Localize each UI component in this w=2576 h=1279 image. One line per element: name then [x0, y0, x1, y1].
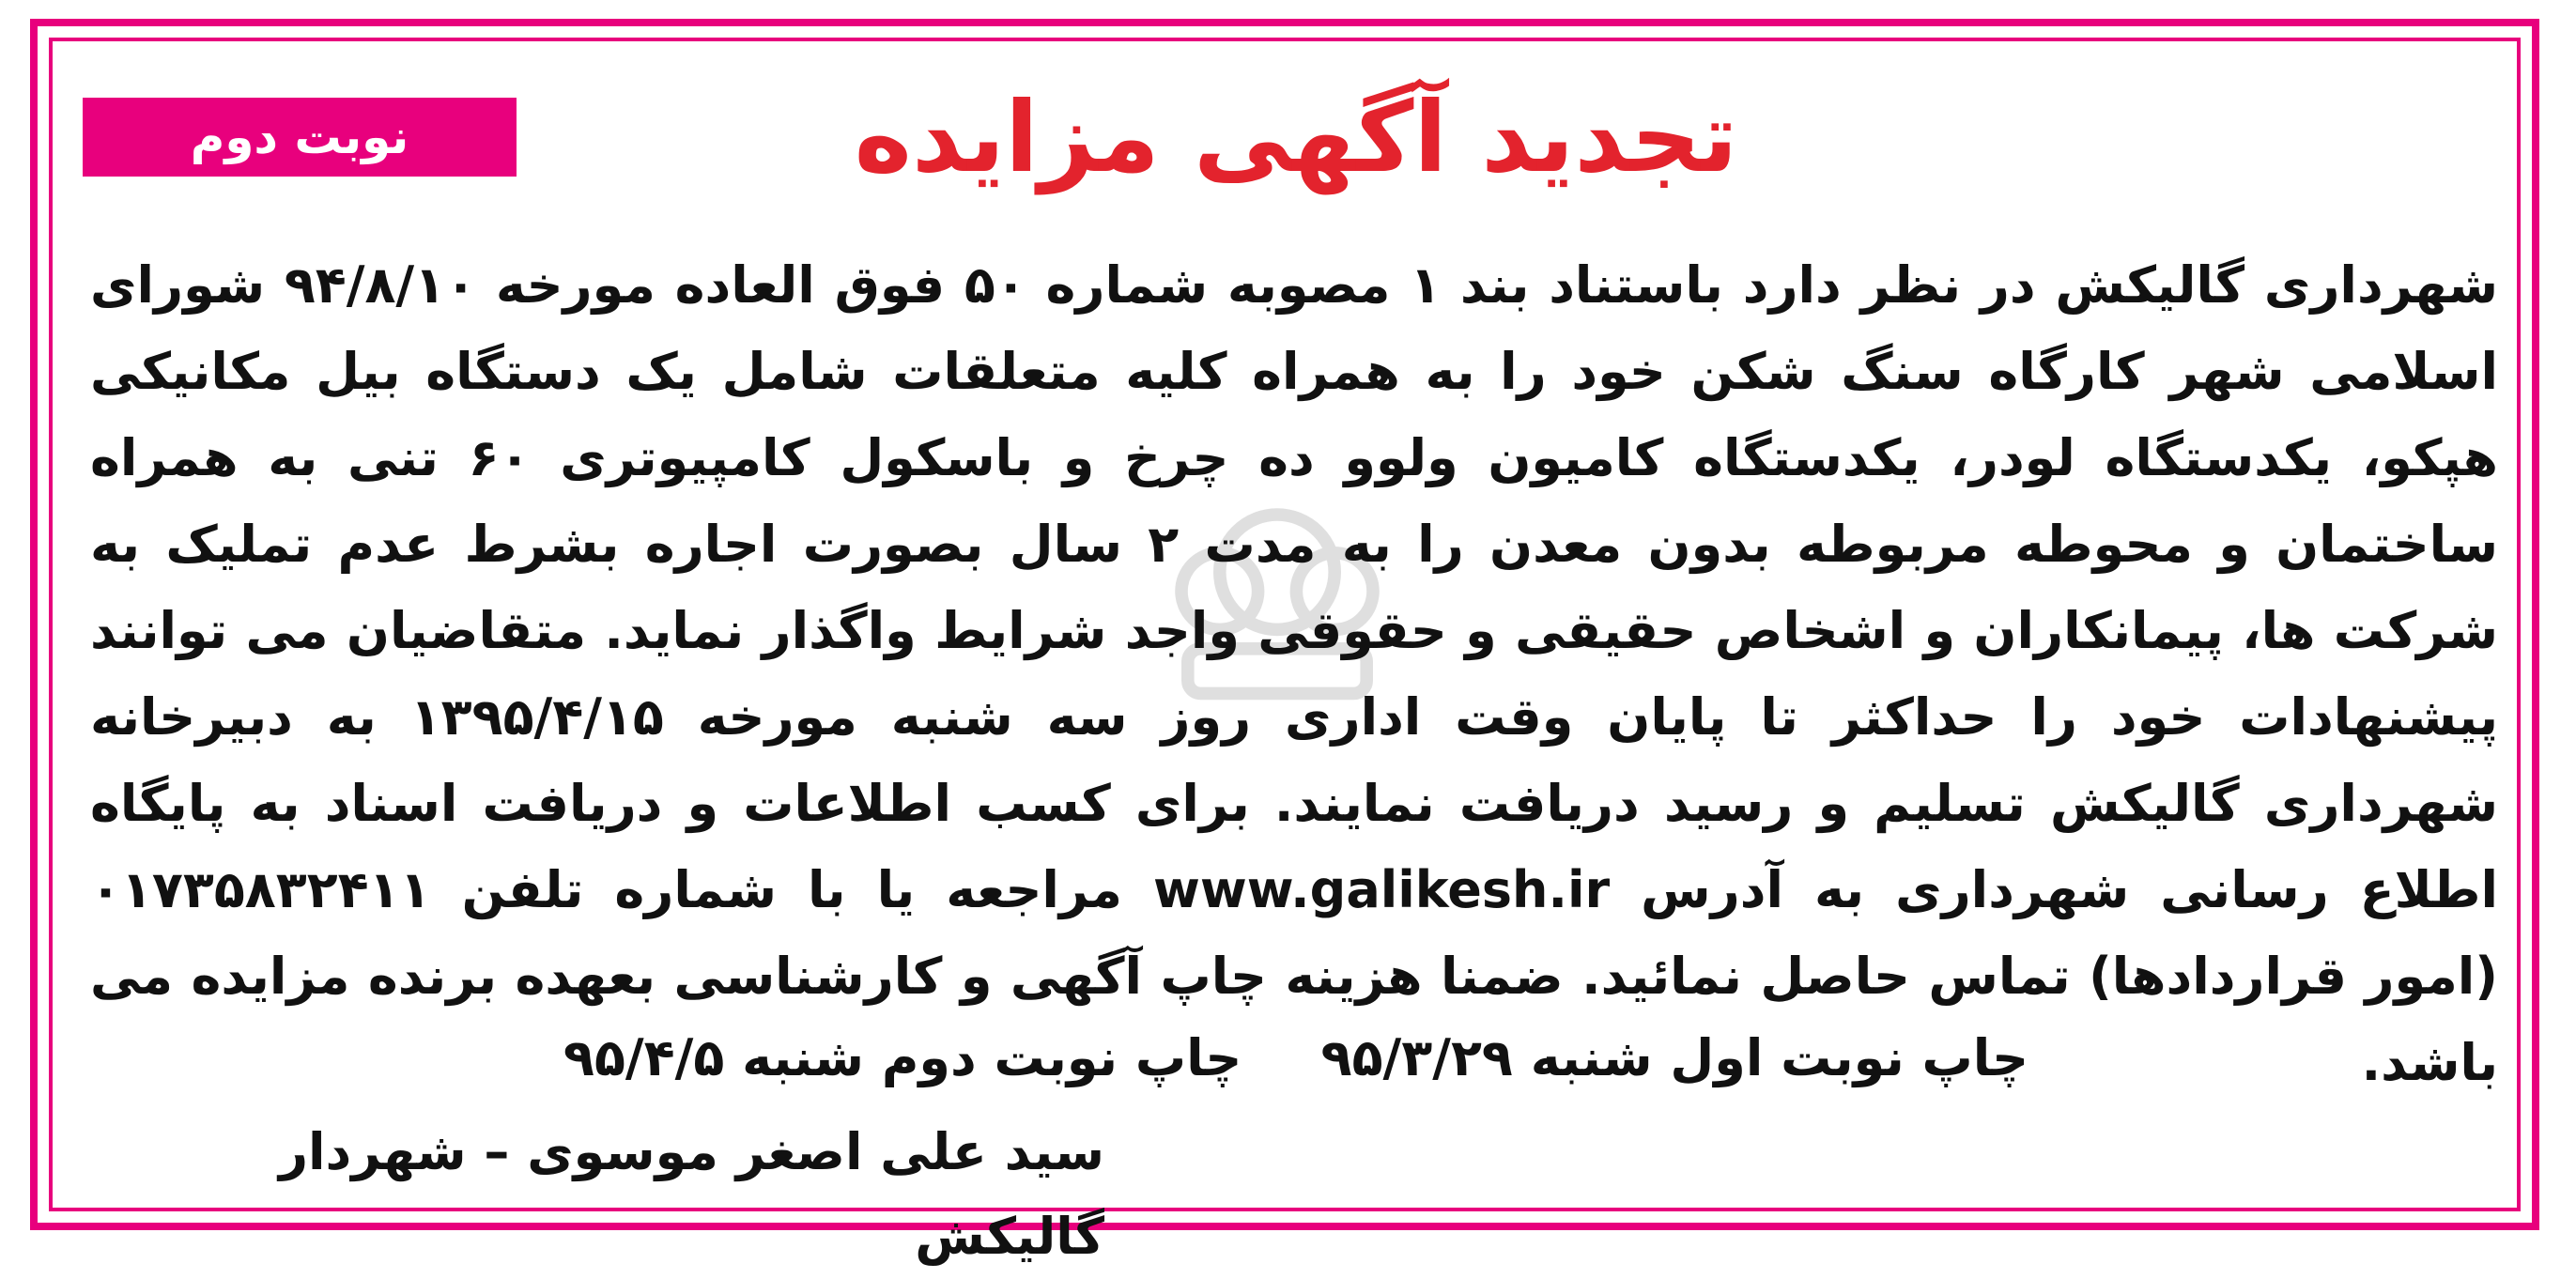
- notice-body: شهرداری گالیکش در نظر دارد باستناد بند ۱ مصوبه شماره ۵۰ فوق العاده مورخه ۹۴/۸/۱۰ شورای اسلامی شهر کارگاه سنگ شکن خود را به همراه کلیه متعلقات شامل یک دستگاه بیل مکانیکی هپکو، یکدستگاه لودر، یکدستگاه کامیون ولوو ده چرخ و باسکول کامپیوتری ۶۰ تنی به همراه ساختمان و محوطه مربوطه بدون معدن را به مدت ۲ سال بصورت اجاره بشرط عدم تملیک به شرکت ها، پیمانکاران و اشخاص حقیقی و حقوقی واجد شرایط واگذار نماید. متقاضیان می توانند پیشنهادات خود را حداکثر تا پایان وقت اداری روز سه شنبه مورخه ۱۳۹۵/۴/۱۵ به دبیرخانه شهرداری گالیکش تسلیم و رسید دریافت نمایند. برای کسب اطلاعات و دریافت اسناد به پایگاه اطلاع رسانی شهرداری به آدرس www.galikesh.ir مراجعه یا با شماره تلفن ۰۱۷۳۵۸۳۲۴۱۱ (امور قراردادها) تماس حاصل نمائید. ضمنا هزینه چاپ آگهی و کارشناسی بعهده برنده مزایده می باشد.: [90, 255, 2499, 1092]
- first-print-date: چاپ نوبت اول شنبه ۹۵/۳/۲۹: [1320, 1028, 2028, 1087]
- signature: سید علی اصغر موسوی – شهردار گالیکش: [278, 1122, 1104, 1266]
- notice-title: تجدید آگهی مزایده: [854, 80, 1738, 194]
- round-badge: نوبت دوم: [83, 98, 517, 177]
- print-dates: [563, 1016, 2028, 1101]
- second-print-date: چاپ نوبت دوم شنبه ۹۵/۴/۵: [563, 1028, 1242, 1087]
